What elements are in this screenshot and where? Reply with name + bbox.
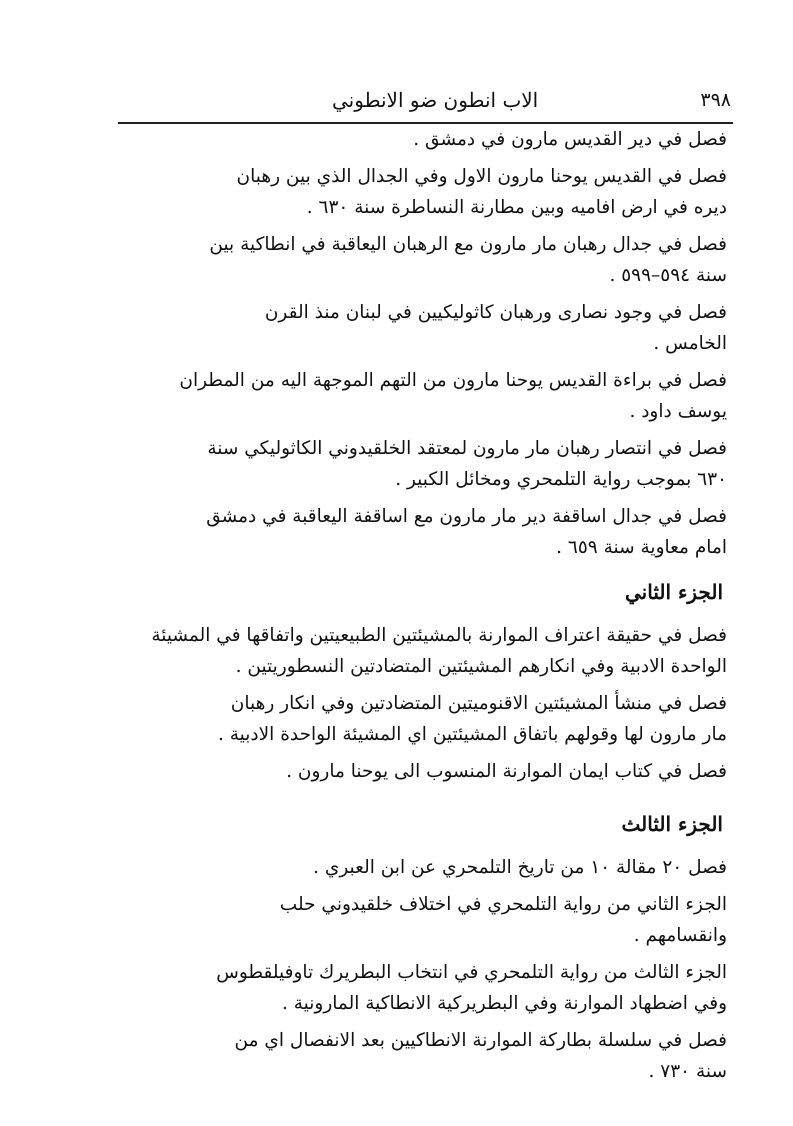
toc-entry-line: فصل ٢٠ مقالة ١٠ من تاريخ التلمحري عن ابن العبري . bbox=[313, 857, 727, 878]
toc-entry bbox=[100, 957, 727, 1019]
toc-entry bbox=[100, 756, 727, 787]
toc-entry bbox=[100, 1025, 727, 1087]
toc-entry bbox=[100, 297, 727, 359]
toc-entry-line: الجزء الثالث من رواية التلمحري في انتخاب البطريرك تاوفيلقطوس bbox=[216, 962, 727, 983]
toc-entry-line: فصل في وجود نصارى ورهبان كاثوليكيين في لبنان منذ القرن bbox=[264, 302, 727, 323]
toc-entry-line: فصل في براءة القديس يوحنا مارون من التهم الموجهة اليه من المطران bbox=[179, 370, 727, 391]
toc-entry-line: فصل في منشأ المشيئتين الاقنوميتين المتضادتين وفي انكار رهبان bbox=[230, 693, 727, 714]
toc-entry bbox=[100, 620, 727, 682]
toc-entry-line: وانقسامهم . bbox=[633, 925, 727, 946]
toc-entry-line: فصل في حقيقة اعتراف الموارنة بالمشيئتين الطبيعيتين واتفاقها في المشيئة bbox=[151, 625, 727, 646]
toc-entry-line: ديره في ارض افاميه وبين مطارنة النساطرة سنة ٦٣٠ . bbox=[306, 197, 727, 218]
toc-entry-line: مار مارون لها وقولهم باتفاق المشيئتين اي المشيئة الواحدة الادبية . bbox=[217, 724, 727, 745]
toc-entry-line: الخامس . bbox=[653, 333, 727, 354]
toc-entry bbox=[100, 124, 727, 155]
toc-entry-line: ٦٣٠ بموجب رواية التلمحري ومخائل الكبير . bbox=[395, 469, 727, 490]
part-three-entries bbox=[100, 852, 727, 1087]
toc-entry-line: فصل في جدال اساقفة دير مار مارون مع اساقفة اليعاقبة في دمشق bbox=[206, 506, 727, 527]
running-title: الاب انطون ضو الانطوني bbox=[332, 88, 539, 112]
part-two-entries bbox=[100, 620, 727, 787]
toc-entry bbox=[100, 889, 727, 951]
toc-entry bbox=[100, 365, 727, 427]
toc-entry bbox=[100, 433, 727, 495]
toc-entry-line: فصل في جدال رهبان مار مارون مع الرهبان اليعاقبة في انطاكية بين bbox=[209, 234, 727, 255]
toc-entry-line: سنة ٧٣٠ . bbox=[648, 1061, 727, 1082]
toc-entry-line: وفي اضطهاد الموارنة وفي البطريركية الانطاكية المارونية . bbox=[281, 993, 727, 1014]
toc-entry bbox=[100, 688, 727, 750]
page-header bbox=[122, 82, 731, 118]
toc-entry bbox=[100, 501, 727, 563]
toc-entry-line: الواحدة الادبية وفي انكارهم المشيئتين المتضادتين النسطوريتين . bbox=[235, 656, 727, 677]
toc-entry-line: فصل في سلسلة بطاركة الموارنة الانطاكيين بعد الانفصال اي من bbox=[234, 1030, 727, 1051]
toc-entry bbox=[100, 852, 727, 883]
page-number: ٣٩٨ bbox=[700, 89, 731, 111]
toc-entry-line: فصل في القديس يوحنا مارون الاول وفي الجدال الذي بين رهبان bbox=[236, 166, 727, 187]
table-of-contents bbox=[100, 124, 727, 1093]
toc-entry-line: الجزء الثاني من رواية التلمحري في اختلاف خلقيدوني حلب bbox=[279, 894, 727, 915]
toc-entry-line: سنة ٥٩٤–٥٩٩ . bbox=[609, 265, 727, 286]
toc-entry-line: فصل في كتاب ايمان الموارنة المنسوب الى يوحنا مارون . bbox=[286, 761, 727, 782]
toc-entry bbox=[100, 229, 727, 291]
toc-entry-line: امام معاوية سنة ٦٥٩ . bbox=[556, 537, 727, 558]
toc-entry-line: يوسف داود . bbox=[629, 401, 727, 422]
toc-entry-line: فصل في انتصار رهبان مار مارون لمعتقد الخلقيدوني الكاثوليكي سنة bbox=[207, 438, 727, 459]
part-one-entries bbox=[100, 124, 727, 563]
toc-entry-line: فصل في دير القديس مارون في دمشق . bbox=[413, 129, 727, 150]
toc-entry bbox=[100, 161, 727, 223]
section-heading-part-two: الجزء الثاني bbox=[625, 580, 723, 604]
section-heading-part-three: الجزء الثالث bbox=[621, 812, 723, 836]
